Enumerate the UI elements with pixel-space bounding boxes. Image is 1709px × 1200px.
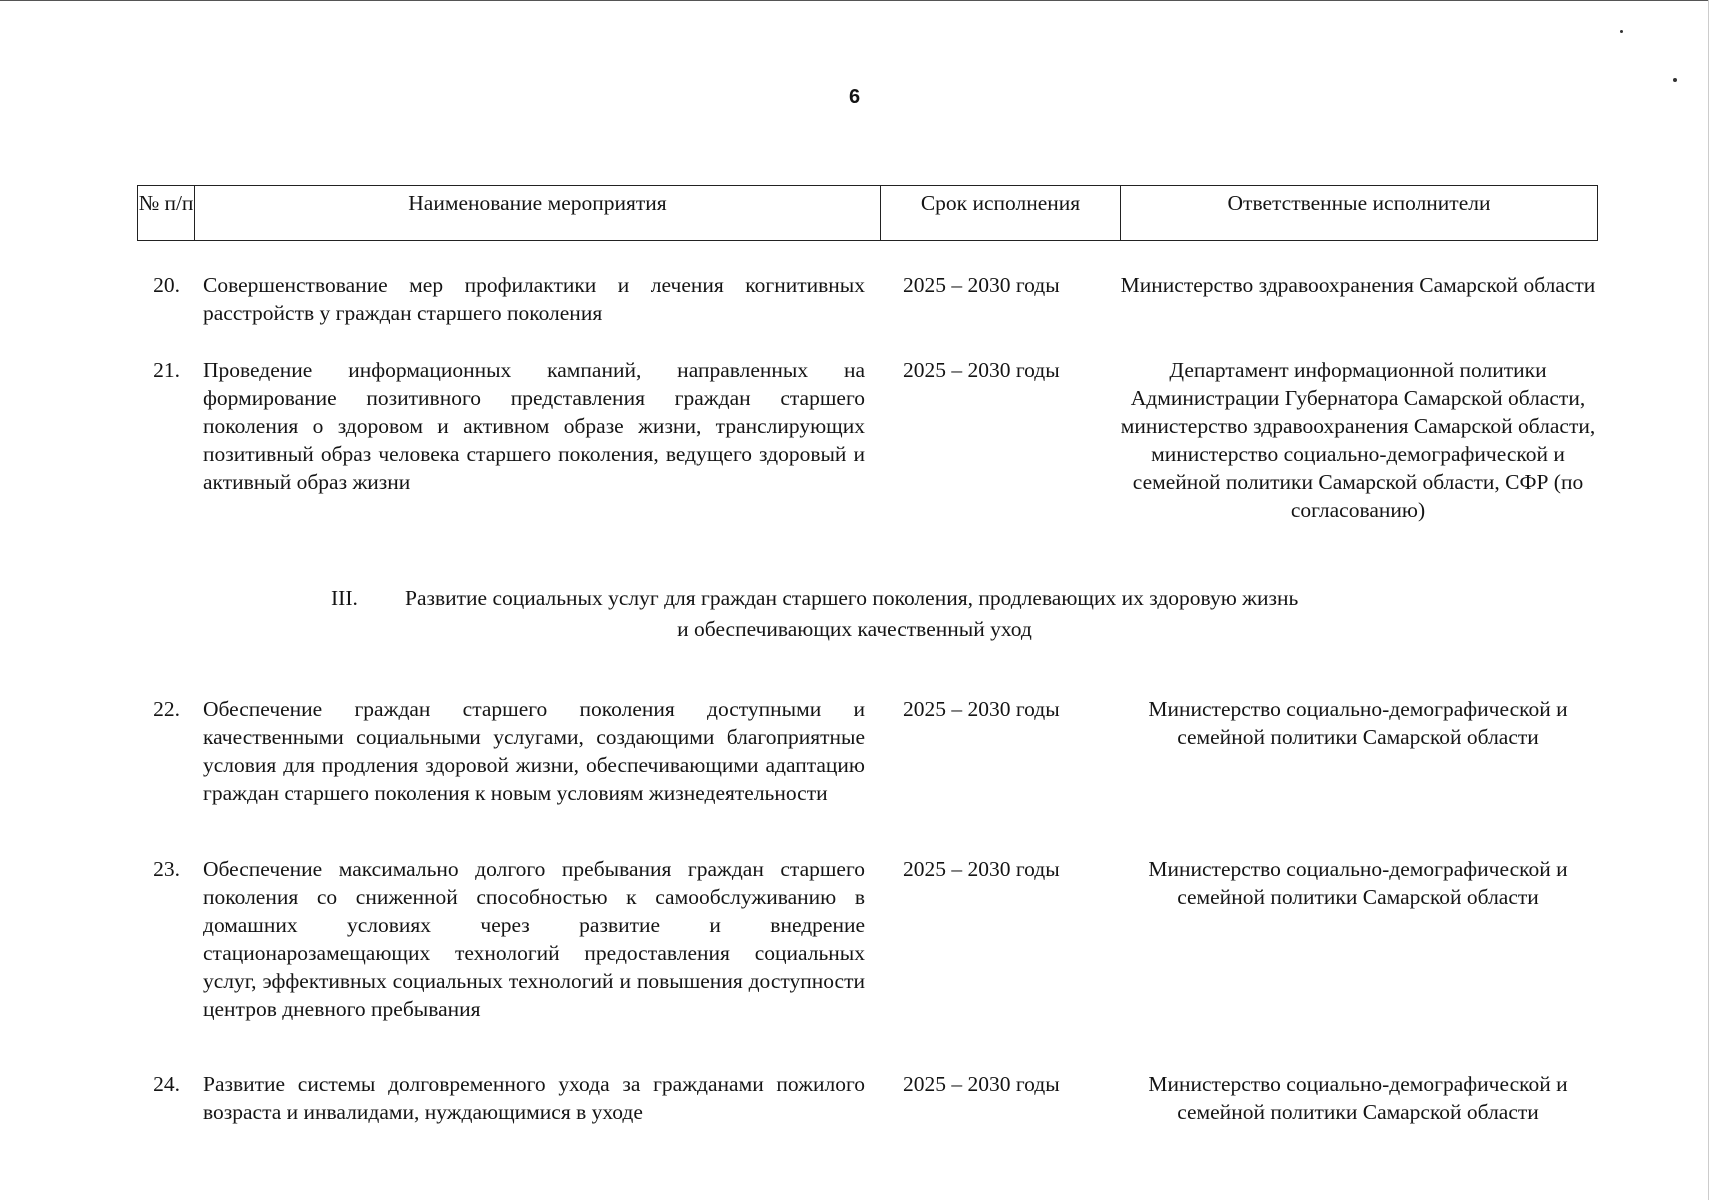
scan-speck	[1673, 78, 1677, 82]
table-header	[137, 185, 1598, 241]
row-responsible: Министерство социально-демографической и семейной политики Самарской области	[1148, 1072, 1568, 1124]
row-description: Развитие системы долговременного ухода за гражданами пожилого возраста и инвалидами, нуждающимися в уходе	[203, 1072, 865, 1124]
row-description: Обеспечение граждан старшего поколения доступными и качественными социальными услугами, создающими благоприятные условия для продления здоровой жизни, обеспечивающими адаптацию граждан старшего поколения к новым условиям жизнедеятельности	[203, 697, 865, 805]
row-description: Совершенствование мер профилактики и лечения когнитивных расстройств у граждан старшего поколения	[203, 273, 865, 325]
row-term: 2025 – 2030 годы	[903, 697, 1060, 721]
row-responsible: Министерство социально-демографической и семейной политики Самарской области	[1148, 857, 1568, 909]
scan-speck	[1620, 30, 1623, 33]
row-responsible: Министерство социально-демографической и семейной политики Самарской области	[1148, 697, 1568, 749]
row-number: 21.	[153, 358, 180, 382]
header-col-term: Срок исполнения	[881, 186, 1121, 240]
row-number: 24.	[153, 1072, 180, 1096]
header-col-responsible: Ответственные исполнители	[1227, 191, 1491, 215]
scan-border	[0, 0, 1709, 1]
header-col-number: № п/п	[138, 186, 195, 240]
row-term: 2025 – 2030 годы	[903, 857, 1060, 881]
row-description: Проведение информационных кампаний, направленных на формирование позитивного представления граждан старшего поколения о здоровом и активном образе жизни, транслирующих позитивный образ человека старшего поколения, ведущего здоровый и активный образ жизни	[203, 358, 865, 494]
row-description: Обеспечение максимально долгого пребывания граждан старшего поколения со сниженной способностью к самообслуживанию в домашних условиях через развитие и внедрение стационарозамещающих технологий предоставления социальных услуг, эффективных социальных технологий и повышения доступности центров дневного пребывания	[203, 857, 865, 1021]
page-number: 6	[848, 86, 861, 108]
row-number: 22.	[153, 697, 180, 721]
section-title-line1: Развитие социальных услуг для граждан старшего поколения, продлевающих их здоровую жизнь	[405, 586, 1299, 610]
section-title-line2: и обеспечивающих качественный уход	[677, 617, 1032, 641]
header-col-name: Наименование мероприятия	[195, 186, 881, 240]
row-term: 2025 – 2030 годы	[903, 358, 1060, 382]
row-number: 23.	[153, 857, 180, 881]
row-responsible: Департамент информационной политики Администрации Губернатора Самарской области, министерство здравоохранения Самарской области, министерство социально-демографической и семейной политики Самарской области, СФР (по согласованию)	[1120, 358, 1596, 522]
row-term: 2025 – 2030 годы	[903, 1072, 1060, 1096]
row-term: 2025 – 2030 годы	[903, 273, 1060, 297]
row-number: 20.	[153, 273, 180, 297]
row-responsible: Министерство здравоохранения Самарской области	[1120, 273, 1596, 297]
section-number: III.	[331, 586, 358, 610]
